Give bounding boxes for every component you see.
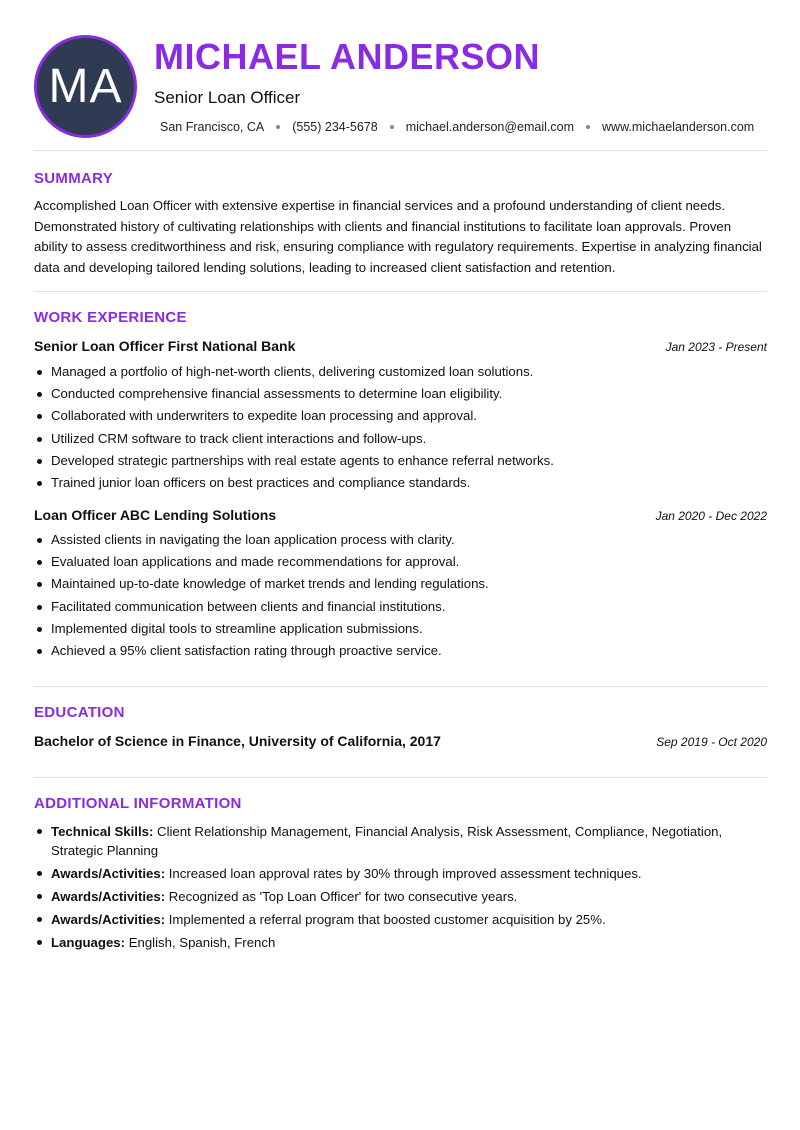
divider: [34, 777, 767, 778]
item-text: English, Spanish, French: [128, 935, 276, 950]
item-label: Awards/Activities:: [51, 889, 166, 904]
contact-location: San Francisco, CA: [160, 120, 265, 134]
separator-dot: [390, 125, 394, 129]
list-item: [34, 864, 767, 883]
divider: [34, 686, 767, 687]
summary-text: Accomplished Loan Officer with extensive expertise in financial services and a profound understanding of client needs. Demonstrated history of cultivating relationships with clients and financial institutions to facilitate loan approvals. Proven ability to assess creditworthiness and risk, ensuring compliance with regulatory requirements. Expertise in analyzing financial data and developing tailored lending solutions, leading to increased client satisfaction and retention.: [34, 198, 762, 275]
contact-phone: (555) 234-5678: [292, 120, 378, 134]
item-label: Languages:: [51, 935, 126, 950]
contact-website[interactable]: www.michaelanderson.com: [602, 120, 755, 134]
item-label: Awards/Activities:: [51, 866, 166, 881]
job-date: Jan 2020 - Dec 2022: [655, 509, 767, 523]
education-heading: EDUCATION: [34, 704, 125, 721]
list-item: [34, 887, 767, 906]
candidate-name: MICHAEL ANDERSON: [154, 36, 541, 77]
avatar: [34, 35, 137, 138]
degree: Bachelor of Science in Finance, University of California, 2017: [34, 733, 441, 749]
divider: [34, 150, 767, 151]
job-role: Senior Loan Officer First National Bank: [34, 338, 296, 354]
list-item: Evaluated loan applications and made recommendations for approval.: [34, 553, 767, 575]
job-title: Senior Loan Officer: [154, 88, 301, 107]
separator-dot: [586, 125, 590, 129]
avatar-initials: MA: [48, 60, 123, 113]
job-role: Loan Officer ABC Lending Solutions: [34, 507, 277, 523]
contact-email[interactable]: michael.anderson@email.com: [405, 120, 575, 134]
job-header: [34, 507, 767, 523]
additional-info-list: [34, 822, 767, 956]
list-item: Assisted clients in navigating the loan application process with clarity.: [34, 531, 767, 553]
job-header: [34, 338, 767, 354]
job-bullets: [34, 363, 767, 496]
education-entry: [34, 733, 767, 749]
item-label: Technical Skills:: [51, 824, 154, 839]
list-item: Developed strategic partnerships with real estate agents to enhance referral networks.: [34, 452, 767, 474]
additional-info-heading: ADDITIONAL INFORMATION: [34, 795, 242, 812]
item-text: Recognized as 'Top Loan Officer' for two consecutive years.: [168, 889, 518, 904]
summary-heading: SUMMARY: [34, 170, 114, 187]
separator-dot: [276, 125, 280, 129]
job-date: Jan 2023 - Present: [665, 340, 767, 354]
list-item: [34, 933, 767, 952]
divider: [34, 291, 767, 292]
list-item: Managed a portfolio of high-net-worth clients, delivering customized loan solutions.: [34, 363, 767, 385]
list-item: Collaborated with underwriters to expedite loan processing and approval.: [34, 407, 767, 429]
item-text: Increased loan approval rates by 30% through improved assessment techniques.: [168, 866, 642, 881]
list-item: Conducted comprehensive financial assessments to determine loan eligibility.: [34, 385, 767, 407]
list-item: Maintained up-to-date knowledge of market trends and lending regulations.: [34, 575, 767, 597]
item-text: Implemented a referral program that boosted customer acquisition by 25%.: [168, 912, 606, 927]
list-item: Trained junior loan officers on best practices and compliance standards.: [34, 474, 767, 496]
work-experience-heading: WORK EXPERIENCE: [34, 309, 187, 326]
item-label: Awards/Activities:: [51, 912, 166, 927]
list-item: Facilitated communication between clients and financial institutions.: [34, 598, 767, 620]
list-item: [34, 822, 767, 860]
list-item: Achieved a 95% client satisfaction rating through proactive service.: [34, 642, 767, 664]
list-item: Utilized CRM software to track client interactions and follow-ups.: [34, 430, 767, 452]
job-bullets: [34, 531, 767, 664]
item-text: Client Relationship Management, Financial Analysis, Risk Assessment, Compliance, Negotiation, Strategic Planning: [51, 824, 723, 858]
contact-bar: [160, 120, 754, 134]
education-date: Sep 2019 - Oct 2020: [656, 735, 767, 749]
list-item: [34, 910, 767, 929]
list-item: Implemented digital tools to streamline application submissions.: [34, 620, 767, 642]
